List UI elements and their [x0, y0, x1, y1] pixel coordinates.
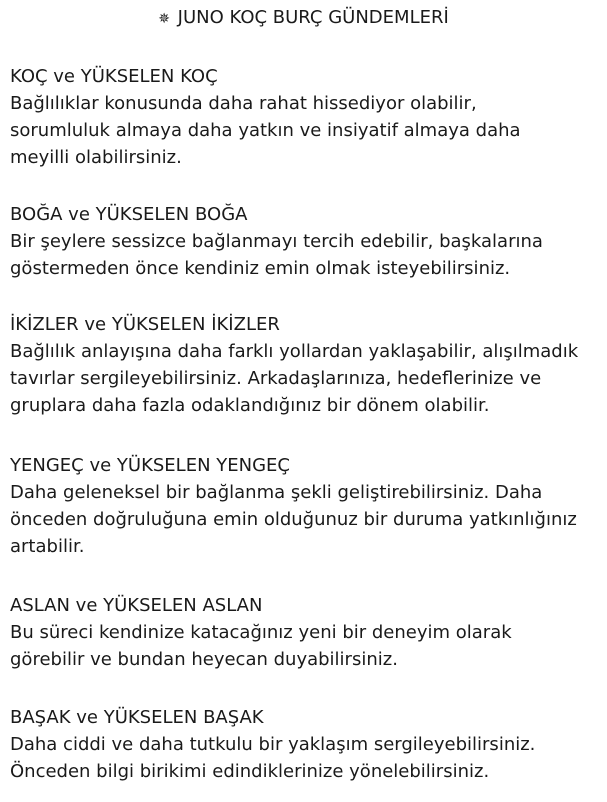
section-heading: BAŞAK ve YÜKSELEN BAŞAK: [10, 707, 264, 728]
section-heading: KOÇ ve YÜKSELEN KOÇ: [10, 66, 218, 87]
section-text-line: Bir şeylere sessizce bağlanmayı tercih edebilir, başkalarına: [10, 231, 543, 252]
section-text-line: göstermeden önce kendiniz emin olmak isteyebilirsiniz.: [10, 258, 511, 279]
page-title: [0, 6, 607, 31]
section-heading: İKİZLER ve YÜKSELEN İKİZLER: [10, 314, 280, 335]
section-text-line: meyilli olabilirsiniz.: [10, 147, 182, 168]
section-heading: BOĞA ve YÜKSELEN BOĞA: [10, 204, 248, 225]
section-aslan: [10, 592, 600, 673]
section-yengec: [10, 452, 600, 560]
section-basak: [10, 704, 600, 785]
section-heading: YENGEÇ ve YÜKSELEN YENGEÇ: [10, 455, 290, 476]
section-text-line: Daha geleneksel bir bağlanma şekli geliştirebilirsiniz. Daha: [10, 482, 543, 503]
page-title-text: JUNO KOÇ BURÇ GÜNDEMLERİ: [177, 7, 449, 28]
section-text-line: artabilir.: [10, 536, 85, 557]
section-text-line: Bağlılıklar konusunda daha rahat hissediyor olabilir,: [10, 93, 477, 114]
section-boga: [10, 201, 600, 282]
section-text-line: tavırlar sergileyebilirsiniz. Arkadaşlarınıza, hedeflerinize ve: [10, 368, 542, 389]
section-text-line: görebilir ve bundan heyecan duyabilirsiniz.: [10, 649, 398, 670]
section-text-line: Bağlılık anlayışına daha farklı yollardan yaklaşabilir, alışılmadık: [10, 341, 579, 362]
section-text-line: Önceden bilgi birikimi edindiklerinize yönelebilirsiniz.: [10, 761, 490, 782]
section-ikizler: [10, 311, 600, 419]
section-text-line: Daha ciddi ve daha tutkulu bir yaklaşım sergileyebilirsiniz.: [10, 734, 536, 755]
section-text-line: Bu süreci kendinize katacağınız yeni bir deneyim olarak: [10, 622, 512, 643]
section-text-line: gruplara daha fazla odaklandığınız bir dönem olabilir.: [10, 395, 490, 416]
star-icon: ✵: [158, 11, 170, 27]
section-heading: ASLAN ve YÜKSELEN ASLAN: [10, 595, 263, 616]
section-text-line: önceden doğruluğuna emin olduğunuz bir duruma yatkınlığınız: [10, 509, 577, 530]
section-text-line: sorumluluk almaya daha yatkın ve insiyatif almaya daha: [10, 120, 521, 141]
section-koc: [10, 63, 600, 171]
